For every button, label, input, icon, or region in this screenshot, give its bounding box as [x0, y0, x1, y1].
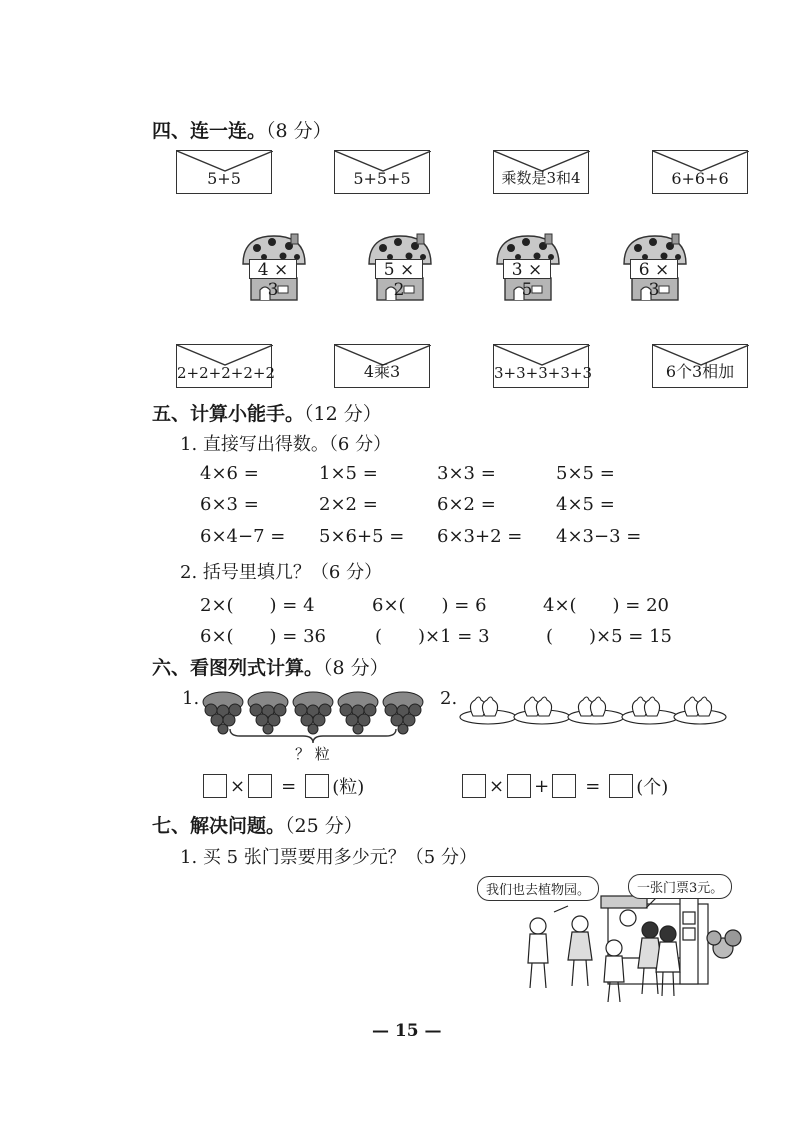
envelope-bottom-4[interactable] [652, 344, 748, 388]
section-5-title [152, 399, 382, 426]
question-6-1-formula [203, 773, 364, 799]
unit-label: (粒) [332, 777, 365, 798]
grape-count-caption: ？ 粒 [295, 745, 330, 763]
section-6-title-text: 六、看图列式计算。 [152, 657, 324, 679]
section-5-title-text: 五、计算小能手。 [152, 403, 305, 425]
equals-sign: = [281, 775, 297, 797]
envelope-label: 乘数是3和4 [501, 169, 581, 187]
fill-blank-item[interactable]: 6×( ) = 36 [200, 626, 327, 647]
answer-box[interactable] [507, 774, 531, 798]
answer-box[interactable] [248, 774, 272, 798]
mental-math-item: 6×4−7 = [200, 526, 286, 547]
question-6-2-formula [462, 773, 668, 799]
fill-blank-item[interactable]: 4×( ) = 20 [543, 595, 670, 616]
envelope-bottom-3[interactable] [493, 344, 592, 388]
answer-box[interactable] [305, 774, 329, 798]
house-4[interactable] [618, 232, 692, 304]
mental-math-item: 2×2 = [319, 494, 378, 515]
fill-blank-item[interactable]: ( )×1 = 3 [375, 626, 490, 647]
envelope-label: 6+6+6 [671, 169, 729, 188]
unit-label: (个) [636, 777, 669, 798]
question-6-2-number: 2. [440, 688, 458, 709]
envelope-top-2[interactable] [334, 150, 430, 194]
times-sign: × [230, 775, 246, 797]
mental-math-item: 4×6 = [200, 463, 259, 484]
mental-math-item: 1×5 = [319, 463, 378, 484]
envelope-top-4[interactable] [652, 150, 748, 194]
envelope-label: 4乘3 [363, 362, 401, 381]
envelope-label: 2+2+2+2+2 [177, 364, 275, 382]
speech-bubble-left: 我们也去植物园。 [477, 876, 599, 901]
envelope-label: 5+5+5 [353, 169, 411, 188]
section-7-title-text: 七、解决问题。 [152, 815, 286, 837]
section-7-points: （25 分） [285, 815, 363, 837]
pear-plates-illustration [459, 686, 729, 728]
mental-math-item: 5×6+5 = [319, 526, 405, 547]
section-5-points: （12 分） [304, 403, 382, 425]
times-sign: × [489, 775, 505, 797]
answer-box[interactable] [462, 774, 486, 798]
mental-math-item: 6×3 = [200, 494, 259, 515]
equals-sign: = [585, 775, 601, 797]
mental-math-item: 4×5 = [556, 494, 615, 515]
section-5-part-1-label: 1. 直接写出得数。（6 分） [180, 434, 392, 455]
fill-blank-item[interactable]: 2×( ) = 4 [200, 595, 315, 616]
mental-math-item: 6×3+2 = [437, 526, 523, 547]
answer-box[interactable] [552, 774, 576, 798]
answer-box[interactable] [203, 774, 227, 798]
section-7-question-1: 1. 买 5 张门票要用多少元？（5 分） [180, 847, 477, 868]
question-6-1-number: 1. [182, 688, 200, 709]
fill-blank-item[interactable]: 6×( ) = 6 [372, 595, 487, 616]
section-4-title [152, 116, 332, 143]
mental-math-item: 3×3 = [437, 463, 496, 484]
envelope-bottom-1[interactable] [176, 344, 275, 388]
house-label: 4 × 3 [249, 259, 297, 279]
speech-bubble-right: 一张门票3元。 [628, 874, 732, 899]
house-label: 6 × 3 [630, 259, 678, 279]
house-label: 5 × 2 [375, 259, 423, 279]
section-6-points: （8 分） [323, 657, 389, 679]
envelope-label: 3+3+3+3+3 [494, 364, 592, 382]
envelope-label: 6个3相加 [665, 362, 735, 381]
house-1[interactable] [237, 232, 311, 304]
section-4-title-text: 四、连一连。 [152, 120, 267, 142]
page-number: — 15 — [372, 1021, 442, 1041]
house-label: 3 × 5 [503, 259, 551, 279]
envelope-bottom-2[interactable] [334, 344, 430, 388]
answer-box[interactable] [609, 774, 633, 798]
fill-blank-item[interactable]: ( )×5 = 15 [546, 626, 673, 647]
section-7-title [152, 811, 363, 838]
envelope-top-3[interactable] [493, 150, 589, 194]
plus-sign: + [534, 775, 550, 797]
mental-math-item: 6×2 = [437, 494, 496, 515]
house-2[interactable] [363, 232, 437, 304]
section-6-title [152, 653, 389, 680]
envelope-label: 5+5 [207, 169, 241, 188]
house-3[interactable] [491, 232, 565, 304]
envelope-top-1[interactable] [176, 150, 272, 194]
mental-math-item: 5×5 = [556, 463, 615, 484]
section-4-points: （8 分） [266, 120, 332, 142]
mental-math-item: 4×3−3 = [556, 526, 642, 547]
section-5-part-2-label: 2. 括号里填几？（6 分） [180, 562, 383, 583]
